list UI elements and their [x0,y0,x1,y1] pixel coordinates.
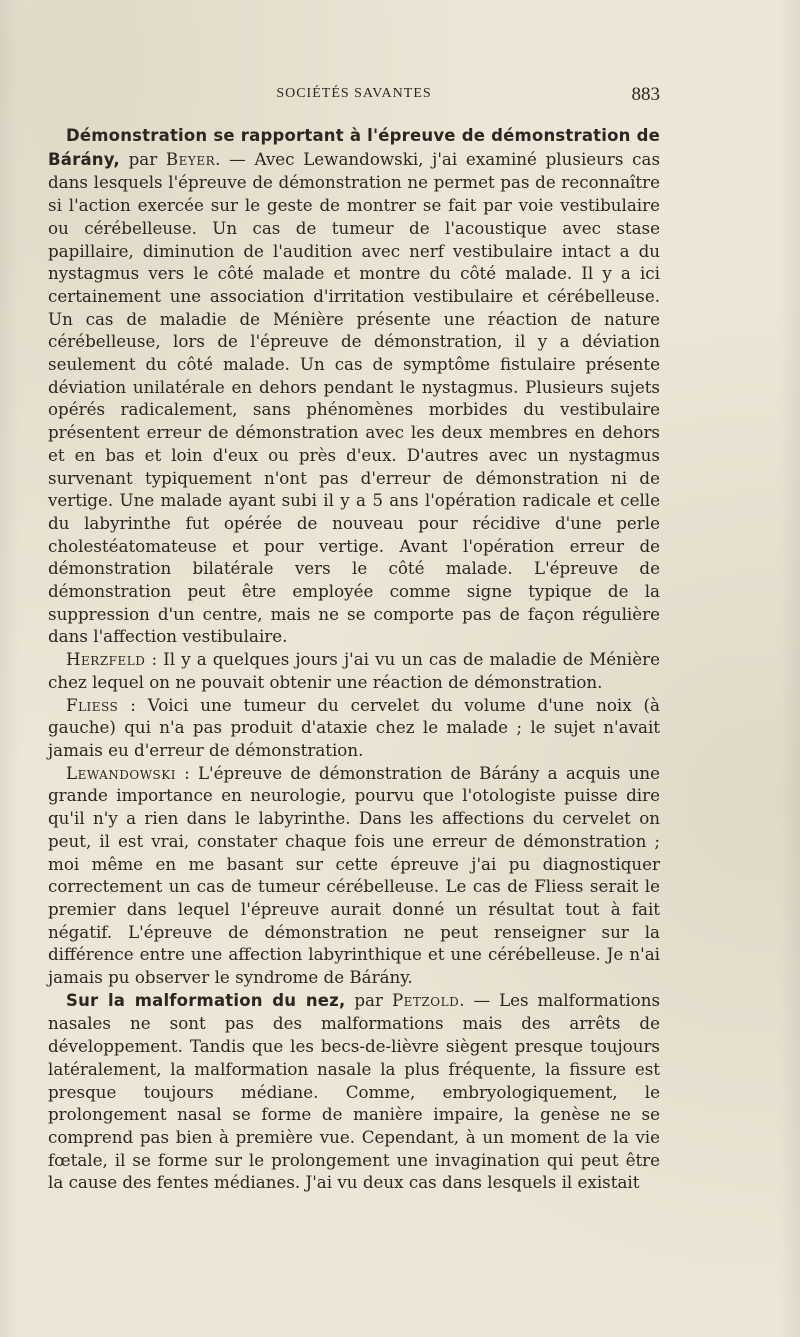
comment-text: : Voici une tumeur du cervelet du volume d'une noix (à gauche) qui n'a pas produit d'ataxie chez le malade ; le sujet n'avait jamais eu d'erreur de démonstration. [48,694,660,760]
paragraph-text: . — Avec Lewandowski, j'ai examiné plusieurs cas dans lesquels l'épreuve de démonstration ne permet pas de reconnaître si l'action exercée sur le geste de montrer se fait par voie vestibulaire ou cérébelleuse. Un cas de tumeur de l'acoustique avec stase papillaire, diminution de l'audition avec nerf vestibulaire intact a du nystagmus vers le côté malade et montre du côté malade. Il y a ici certainement une association d'irritation vestibulaire et cérébelleuse. Un cas de maladie de Ménière présente une réaction de nature cérébelleuse, lors de l'épreuve de démonstration, il y a déviation seulement du côté malade. Un cas de symptôme fistulaire présente déviation unilatérale en dehors pendant le nystagmus. Plusieurs sujets opérés radicalement, sans phénomènes morbides du vestibulaire présentent erreur de démonstration avec les deux membres en dehors et en bas et loin d'eux ou près d'eux. D'autres avec un nystagmus survenant typiquement n'ont pas d'erreur de démonstration ni de vertige. Une malade ayant subi il y a 5 ans l'opération radicale et celle du labyrinthe fut opérée de nouveau pour récidive d'une perle cholestéatomateuse et pour vertige. Avant l'opération erreur de démonstration bilatérale vers le côté malade. L'épreuve de démonstration peut être employée comme signe typique de la suppression d'un centre, mais ne se comporte pas de façon régulière dans l'affection vestibulaire. [48,148,661,647]
speaker-name: Lewandowski [66,762,176,783]
section-paragraph-malformation [48,989,660,1194]
section-heading-malformation: Sur la malformation du nez, [66,990,346,1010]
comment-paragraph [48,762,660,989]
section-paragraph-demonstration [48,124,660,648]
page-number: 883 [631,84,660,105]
comment-paragraph [48,648,660,693]
byline-connector: par [345,989,392,1010]
speaker-name: Fliess [66,694,119,715]
comment-text: : L'épreuve de démonstration de Bárány a acquis une grande importance en neurologie, pourvu que l'otologiste puisse dire qu'il n'y a rien dans le labyrinthe. Dans les affections du cervelet on peut, il est vrai, constater chaque fois une erreur de démonstration ; moi même en me basant sur cette épreuve j'ai pu diagnostiquer correctement un cas de tumeur cérébelleuse. Le cas de Fliess serait le premier dans lequel l'épreuve aurait donné un résultat tout à fait négatif. L'épreuve de démonstration ne peut renseigner sur la différence entre une affection labyrinthique et une cérébelleuse. Je n'ai jamais pu observer le syndrome de Bárány. [48,762,660,988]
speaker-name: Herzfeld [66,649,146,670]
body-text [48,124,660,1194]
running-head [48,84,660,106]
section-heading-demonstration: Démonstration se rapportant à l'épreuve de démonstration de Bárány, [48,126,660,169]
author-name: Petzold [391,989,460,1010]
running-title: SOCIÉTÉS SAVANTES [276,86,432,101]
comment-paragraph [48,694,660,762]
comment-text: : Il y a quelques jours j'ai vu un cas de maladie de Ménière chez lequel on ne pouvait obtenir une réaction de démonstration. [48,649,660,692]
paragraph-text: . — Les malformations nasales ne sont pas des malformations mais des arrêts de développement. Tandis que les becs-de-lièvre siègent presque toujours latéralement, la malformation nasale la plus fréquente, la fissure est presque toujours médiane. Comme, embryologiquement, le prolongement nasal se forme de manière impaire, la genèse ne se comprend pas bien à première vue. Cependant, à un moment de la vie fœtale, il se forme sur le prolongement une invagination qui peut être la cause des fentes médianes. J'ai vu deux cas dans lesquels il existait [48,989,661,1193]
byline-connector: par [119,148,166,169]
author-name: Beyer [165,148,216,169]
